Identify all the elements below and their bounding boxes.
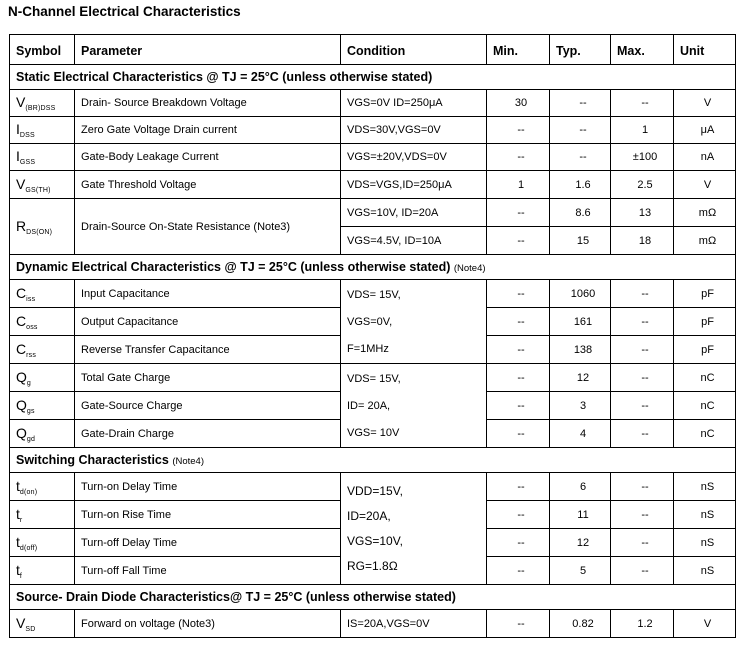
typ-cell: 0.82: [550, 610, 611, 638]
parameter-cell: Turn-on Rise Time: [75, 501, 341, 529]
unit-cell: V: [674, 171, 736, 199]
table-row: [10, 610, 736, 638]
symbol-cell: $Q_{gs}$: [10, 392, 75, 420]
header-max: Max.: [611, 35, 674, 65]
max-cell: 1.2: [611, 610, 674, 638]
unit-cell: pF: [674, 280, 736, 308]
section-diode: [10, 585, 736, 610]
symbol-cell: $C_{rss}$: [10, 336, 75, 364]
max-cell: --: [611, 364, 674, 392]
section-dynamic: [10, 255, 736, 280]
parameter-cell: Gate-Source Charge: [75, 392, 341, 420]
min-cell: --: [487, 280, 550, 308]
unit-cell: nC: [674, 364, 736, 392]
max-cell: --: [611, 420, 674, 448]
typ-cell: 161: [550, 308, 611, 336]
section-title: Switching Characteristics (Note4): [10, 448, 736, 473]
min-cell: --: [487, 610, 550, 638]
unit-cell: nS: [674, 501, 736, 529]
unit-cell: mΩ: [674, 227, 736, 255]
typ-cell: --: [550, 117, 611, 144]
table-row: [10, 473, 736, 501]
parameter-cell: Forward on voltage (Note3): [75, 610, 341, 638]
typ-cell: 6: [550, 473, 611, 501]
min-cell: --: [487, 501, 550, 529]
min-cell: --: [487, 420, 550, 448]
table-row: [10, 117, 736, 144]
condition-cell: VDS=30V,VGS=0V: [341, 117, 487, 144]
condition-cell: IS=20A,VGS=0V: [341, 610, 487, 638]
symbol-cell: $t_f$: [10, 557, 75, 585]
unit-cell: V: [674, 90, 736, 117]
condition-cell: VGS=±20V,VDS=0V: [341, 144, 487, 171]
min-cell: --: [487, 144, 550, 171]
symbol-cell: $t_{d(on)}$: [10, 473, 75, 501]
parameter-cell: Turn-off Delay Time: [75, 529, 341, 557]
header-parameter: Parameter: [75, 35, 341, 65]
max-cell: --: [611, 308, 674, 336]
min-cell: --: [487, 199, 550, 227]
typ-cell: 12: [550, 529, 611, 557]
unit-cell: nS: [674, 557, 736, 585]
condition-cell: VDS= 15V, ID= 20A, VGS= 10V: [341, 364, 487, 448]
symbol-cell: $I_{DSS}$: [10, 117, 75, 144]
min-cell: --: [487, 336, 550, 364]
symbol-cell: $C_{iss}$: [10, 280, 75, 308]
max-cell: --: [611, 557, 674, 585]
max-cell: --: [611, 336, 674, 364]
min-cell: --: [487, 308, 550, 336]
max-cell: --: [611, 473, 674, 501]
section-note: (Note4): [453, 263, 486, 274]
condition-cell: VDD=15V, ID=20A, VGS=10V, RG=1.8Ω: [341, 473, 487, 585]
min-cell: --: [487, 364, 550, 392]
condition-cell: VGS=4.5V, ID=10A: [341, 227, 487, 255]
typ-cell: 12: [550, 364, 611, 392]
parameter-cell: Zero Gate Voltage Drain current: [75, 117, 341, 144]
symbol-cell: $V_{SD}$: [10, 610, 75, 638]
typ-cell: 15: [550, 227, 611, 255]
parameter-cell: Gate Threshold Voltage: [75, 171, 341, 199]
header-symbol: Symbol: [10, 35, 75, 65]
table-row: [10, 144, 736, 171]
symbol-cell: $I_{GSS}$: [10, 144, 75, 171]
header-min: Min.: [487, 35, 550, 65]
symbol-cell: $t_{d(off)}$: [10, 529, 75, 557]
typ-cell: 5: [550, 557, 611, 585]
typ-cell: 11: [550, 501, 611, 529]
parameter-cell: Gate-Drain Charge: [75, 420, 341, 448]
symbol-cell: $C_{oss}$: [10, 308, 75, 336]
min-cell: --: [487, 392, 550, 420]
table-row: [10, 171, 736, 199]
parameter-cell: Reverse Transfer Capacitance: [75, 336, 341, 364]
unit-cell: μA: [674, 117, 736, 144]
min-cell: 30: [487, 90, 550, 117]
section-switching: [10, 448, 736, 473]
parameter-cell: Turn-on Delay Time: [75, 473, 341, 501]
max-cell: --: [611, 529, 674, 557]
section-title: Static Electrical Characteristics @ TJ = 25°C (unless otherwise stated): [10, 65, 736, 90]
unit-cell: nS: [674, 473, 736, 501]
condition-cell: VGS=10V, ID=20A: [341, 199, 487, 227]
typ-cell: --: [550, 144, 611, 171]
unit-cell: nC: [674, 392, 736, 420]
section-title: Dynamic Electrical Characteristics @ TJ = 25°C (unless otherwise stated) (Note4): [10, 255, 736, 280]
min-cell: --: [487, 117, 550, 144]
typ-cell: 138: [550, 336, 611, 364]
table-row: [10, 199, 736, 227]
unit-cell: nS: [674, 529, 736, 557]
table-row: [10, 364, 736, 392]
parameter-cell: Turn-off Fall Time: [75, 557, 341, 585]
header-unit: Unit: [674, 35, 736, 65]
parameter-cell: Gate-Body Leakage Current: [75, 144, 341, 171]
parameter-cell: Total Gate Charge: [75, 364, 341, 392]
electrical-characteristics-table: [9, 34, 736, 638]
max-cell: --: [611, 90, 674, 117]
symbol-cell: $R_{DS(ON)}$: [10, 199, 75, 255]
table-row: [10, 90, 736, 117]
unit-cell: nC: [674, 420, 736, 448]
parameter-cell: Drain-Source On-State Resistance (Note3): [75, 199, 341, 255]
page-title: N-Channel Electrical Characteristics: [8, 4, 241, 19]
symbol-cell: $V_{(BR)DSS}$: [10, 90, 75, 117]
unit-cell: mΩ: [674, 199, 736, 227]
max-cell: --: [611, 501, 674, 529]
parameter-cell: Drain- Source Breakdown Voltage: [75, 90, 341, 117]
max-cell: 13: [611, 199, 674, 227]
max-cell: 1: [611, 117, 674, 144]
min-cell: --: [487, 557, 550, 585]
unit-cell: pF: [674, 308, 736, 336]
parameter-cell: Output Capacitance: [75, 308, 341, 336]
typ-cell: 3: [550, 392, 611, 420]
unit-cell: pF: [674, 336, 736, 364]
section-note: (Note4): [172, 456, 204, 467]
condition-cell: VGS=0V ID=250μA: [341, 90, 487, 117]
symbol-cell: $t_r$: [10, 501, 75, 529]
unit-cell: V: [674, 610, 736, 638]
typ-cell: 8.6: [550, 199, 611, 227]
parameter-cell: Input Capacitance: [75, 280, 341, 308]
max-cell: ±100: [611, 144, 674, 171]
symbol-cell: $Q_{gd}$: [10, 420, 75, 448]
header-condition: Condition: [341, 35, 487, 65]
typ-cell: 4: [550, 420, 611, 448]
max-cell: 18: [611, 227, 674, 255]
header-typ: Typ.: [550, 35, 611, 65]
min-cell: --: [487, 529, 550, 557]
max-cell: 2.5: [611, 171, 674, 199]
min-cell: --: [487, 227, 550, 255]
min-cell: --: [487, 473, 550, 501]
unit-cell: nA: [674, 144, 736, 171]
section-title: Source- Drain Diode Characteristics@ TJ = 25°C (unless otherwise stated): [10, 585, 736, 610]
typ-cell: 1.6: [550, 171, 611, 199]
symbol-cell: $V_{GS(TH)}$: [10, 171, 75, 199]
table-row: [10, 280, 736, 308]
condition-cell: VDS= 15V, VGS=0V, F=1MHz: [341, 280, 487, 364]
symbol-cell: $Q_g$: [10, 364, 75, 392]
table-header-row: [10, 35, 736, 65]
max-cell: --: [611, 392, 674, 420]
min-cell: 1: [487, 171, 550, 199]
typ-cell: --: [550, 90, 611, 117]
condition-cell: VDS=VGS,ID=250μA: [341, 171, 487, 199]
section-static: [10, 65, 736, 90]
typ-cell: 1060: [550, 280, 611, 308]
max-cell: --: [611, 280, 674, 308]
